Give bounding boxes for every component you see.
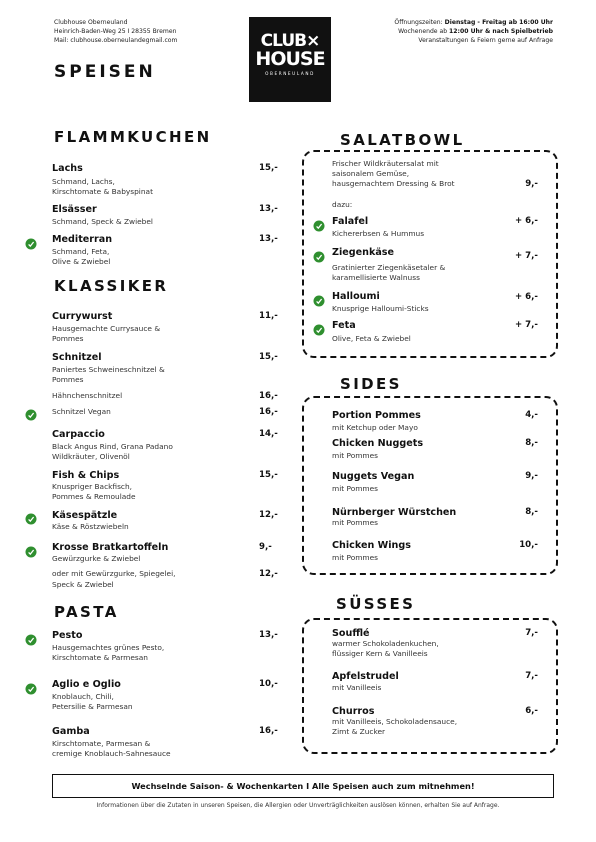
item-name: Nürnberger Würstchen bbox=[332, 507, 457, 518]
item-name: Currywurst bbox=[52, 311, 113, 322]
item-desc: karamellisierte Walnuss bbox=[332, 273, 420, 282]
section-title-flammkuchen: FLAMMKUCHEN bbox=[54, 128, 212, 146]
item-desc: cremige Knoblauch-Sahnesauce bbox=[52, 749, 171, 758]
allergy-footnote: Informationen über die Zutaten in unseren Speisen, die Allergien oder Unverträglichkeiten auslösen können, erhalten Sie auf Anfrage. bbox=[96, 802, 500, 809]
item-name: Nuggets Vegan bbox=[332, 471, 415, 482]
takeaway-banner: Wechselnde Saison- & Wochenkarten I Alle Speisen auch zum mitnehmen! bbox=[52, 774, 554, 798]
item-name: Falafel bbox=[332, 216, 369, 227]
item-desc: Wildkräuter, Olivenöl bbox=[52, 452, 130, 461]
leaf-icon bbox=[25, 631, 37, 643]
item-desc: Gratinierter Ziegenkäsetaler & bbox=[332, 263, 446, 272]
item-desc: mit Vanilleeis bbox=[332, 683, 382, 692]
item-desc: mit Pommes bbox=[332, 518, 379, 527]
item-price: 16,- bbox=[259, 726, 278, 736]
item-name: Chicken Nuggets bbox=[332, 438, 424, 449]
item-desc: Olive, Feta & Zwiebel bbox=[332, 334, 411, 343]
salad-intro: saisonalem Gemüse, bbox=[332, 169, 410, 178]
item-desc: Knusprige Halloumi-Sticks bbox=[332, 304, 429, 313]
section-title-pasta: PASTA bbox=[54, 603, 119, 621]
item-variant: Speck & Zwiebel bbox=[52, 580, 114, 589]
hours-label: Öffnungszeiten: bbox=[394, 19, 443, 26]
item-price: 9,- bbox=[525, 471, 538, 481]
salad-addon-label: dazu: bbox=[332, 200, 353, 209]
leaf-icon bbox=[25, 543, 37, 555]
item-price: 13,- bbox=[259, 630, 278, 640]
item-price: 15,- bbox=[259, 470, 278, 480]
item-price: 10,- bbox=[519, 540, 538, 550]
section-title-salatbowl: SALATBOWL bbox=[340, 131, 465, 149]
leaf-icon bbox=[313, 292, 325, 304]
item-price: + 6,- bbox=[514, 292, 538, 302]
item-name: Soufflé bbox=[332, 628, 370, 639]
item-name: Pesto bbox=[52, 630, 83, 641]
item-desc: mit Vanilleeis, Schokoladensauce, bbox=[332, 717, 458, 726]
item-desc: Kirschtomate & Babyspinat bbox=[52, 187, 153, 196]
leaf-icon bbox=[313, 248, 325, 260]
item-name: Gamba bbox=[52, 726, 90, 737]
item-name: Mediterran bbox=[52, 234, 113, 245]
logo-subline: OBERNEULAND bbox=[265, 71, 315, 76]
hours-weekend: 12:00 Uhr & nach Spielbetrieb bbox=[449, 28, 553, 36]
item-name: Halloumi bbox=[332, 291, 380, 302]
item-name: Fish & Chips bbox=[52, 470, 120, 481]
item-desc: Paniertes Schweineschnitzel & bbox=[52, 365, 165, 374]
item-price: 11,- bbox=[259, 311, 278, 321]
leaf-icon bbox=[25, 235, 37, 247]
item-price: 8,- bbox=[525, 438, 538, 448]
item-name: Schnitzel bbox=[52, 352, 102, 363]
item-price: 16,- bbox=[259, 407, 278, 417]
item-price: + 6,- bbox=[514, 216, 538, 226]
leaf-icon bbox=[25, 680, 37, 692]
item-variant: Schnitzel Vegan bbox=[52, 407, 111, 416]
address-line: Clubhouse Oberneuland bbox=[54, 19, 128, 26]
item-price: 14,- bbox=[259, 429, 278, 439]
item-name: Ziegenkäse bbox=[332, 247, 395, 258]
leaf-icon bbox=[25, 510, 37, 522]
leaf-icon bbox=[313, 217, 325, 229]
item-price: 9,- bbox=[525, 179, 538, 189]
item-price: + 7,- bbox=[514, 320, 538, 330]
item-price: 9,- bbox=[259, 542, 272, 552]
item-name: Portion Pommes bbox=[332, 410, 421, 421]
item-desc: Pommes bbox=[52, 334, 84, 343]
item-desc: Knoblauch, Chili, bbox=[52, 692, 114, 701]
item-name: Chicken Wings bbox=[332, 540, 411, 551]
item-variant: Hähnchenschnitzel bbox=[52, 391, 123, 400]
section-title-sides: SIDES bbox=[340, 375, 402, 393]
item-desc: Black Angus Rind, Grana Padano bbox=[52, 442, 173, 451]
item-name: Carpaccio bbox=[52, 429, 105, 440]
logo-line-club: CLUB× bbox=[260, 31, 320, 51]
item-name: Apfelstrudel bbox=[332, 671, 399, 682]
item-desc: Schmand, Feta, bbox=[52, 247, 110, 256]
item-desc: mit Pommes bbox=[332, 484, 379, 493]
item-desc: Hausgemachte Currysauce & bbox=[52, 324, 161, 333]
leaf-icon bbox=[313, 321, 325, 333]
email-line: Mail: clubhouse.oberneulandegmail.com bbox=[54, 37, 178, 45]
hours-weekday: Dienstag - Freitag ab 16:00 Uhr bbox=[444, 19, 553, 26]
item-desc: Olive & Zwiebel bbox=[52, 257, 111, 266]
item-name: Aglio e Oglio bbox=[52, 679, 121, 690]
section-title-klassiker: KLASSIKER bbox=[54, 277, 169, 295]
item-name: Churros bbox=[332, 706, 375, 717]
item-desc: Hausgemachtes grünes Pesto, bbox=[52, 643, 165, 652]
item-price: 15,- bbox=[259, 163, 278, 173]
opening-hours bbox=[394, 18, 553, 46]
item-price: 6,- bbox=[525, 706, 538, 716]
item-price: 16,- bbox=[259, 391, 278, 401]
salad-intro: hausgemachtem Dressing & Brot bbox=[332, 179, 455, 188]
logo-line-house: HOUSE bbox=[255, 48, 325, 70]
item-name: Elsässer bbox=[52, 204, 97, 215]
item-desc: mit Pommes bbox=[332, 553, 379, 562]
item-desc: warmer Schokoladenkuchen, bbox=[332, 639, 439, 648]
item-price: 12,- bbox=[259, 569, 278, 579]
item-variant: oder mit Gewürzgurke, Spiegelei, bbox=[52, 569, 176, 578]
item-price: 10,- bbox=[259, 679, 278, 689]
item-price: + 7,- bbox=[514, 251, 538, 261]
weekend-label: Wochenende ab bbox=[398, 28, 448, 36]
item-desc: Schmand, Speck & Zwiebel bbox=[52, 217, 153, 226]
item-desc: Petersilie & Parmesan bbox=[52, 702, 133, 711]
item-desc: Kichererbsen & Hummus bbox=[332, 229, 425, 238]
item-desc: Pommes & Remoulade bbox=[52, 492, 136, 501]
item-desc: Kirschtomate, Parmesan & bbox=[52, 739, 151, 748]
item-desc: Kirschtomate & Parmesan bbox=[52, 653, 148, 662]
item-price: 13,- bbox=[259, 204, 278, 214]
item-price: 13,- bbox=[259, 234, 278, 244]
item-price: 15,- bbox=[259, 352, 278, 362]
item-desc: mit Pommes bbox=[332, 451, 379, 460]
section-title-suesses: SÜSSES bbox=[336, 595, 416, 613]
events-note: Veranstaltungen & Feiern gerne auf Anfrage bbox=[418, 37, 553, 45]
item-price: 7,- bbox=[525, 628, 538, 638]
item-name: Feta bbox=[332, 320, 356, 331]
salad-intro: Frischer Wildkräutersalat mit bbox=[332, 159, 439, 168]
address-block bbox=[54, 18, 177, 46]
item-name: Krosse Bratkartoffeln bbox=[52, 542, 169, 553]
clubhouse-logo bbox=[249, 17, 331, 102]
item-desc: Käse & Röstzwiebeln bbox=[52, 522, 129, 531]
item-price: 8,- bbox=[525, 507, 538, 517]
item-price: 12,- bbox=[259, 510, 278, 520]
item-desc: Knuspriger Backfisch, bbox=[52, 482, 133, 491]
item-desc: flüssiger Kern & Vanilleeis bbox=[332, 649, 428, 658]
item-desc: Gewürzgurke & Zwiebel bbox=[52, 554, 141, 563]
item-desc: Schmand, Lachs, bbox=[52, 177, 115, 186]
address-line: Heinrich-Baden-Weg 25 I 28355 Bremen bbox=[54, 28, 177, 36]
item-price: 4,- bbox=[525, 410, 538, 420]
item-name: Käsespätzle bbox=[52, 510, 118, 521]
item-desc: mit Ketchup oder Mayo bbox=[332, 423, 418, 432]
leaf-icon bbox=[25, 406, 37, 418]
item-desc: Pommes bbox=[52, 375, 84, 384]
page-title: SPEISEN bbox=[54, 62, 156, 82]
item-price: 7,- bbox=[525, 671, 538, 681]
item-name: Lachs bbox=[52, 163, 83, 174]
item-desc: Zimt & Zucker bbox=[332, 727, 386, 736]
